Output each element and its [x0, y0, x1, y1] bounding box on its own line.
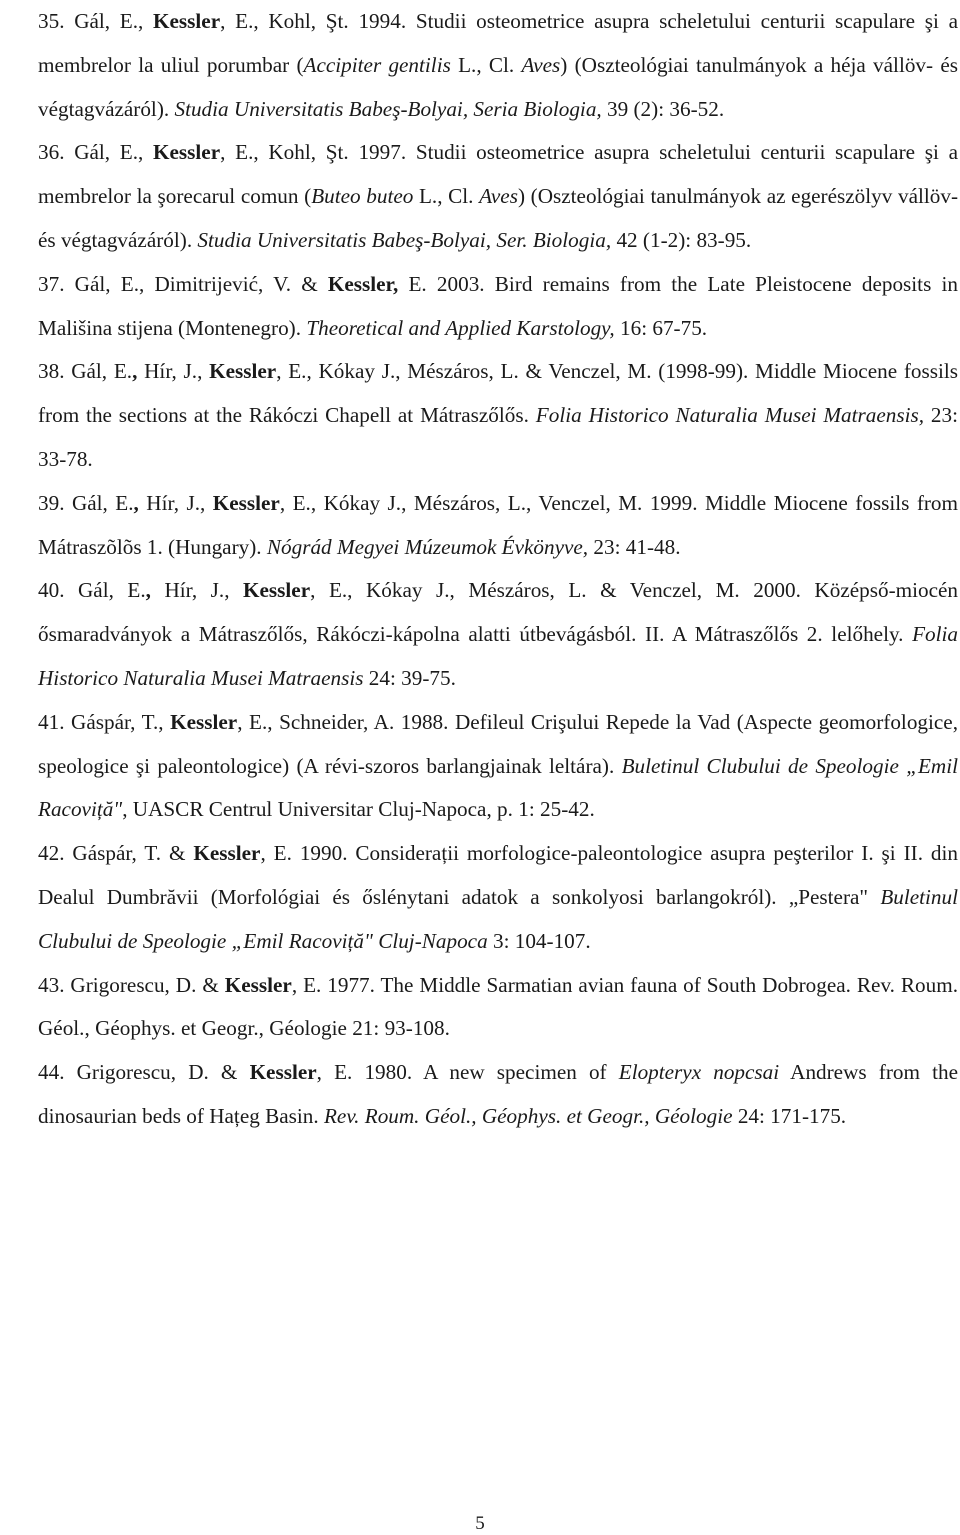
reference-text: 23: 41-48. [588, 534, 681, 559]
reference-text: 44. Grigorescu, D. & [38, 1060, 250, 1085]
reference-entry [38, 964, 958, 1052]
reference-entry [38, 350, 958, 481]
author-emphasis: Kessler [153, 9, 221, 33]
italic-text: Accipiter gentilis [303, 52, 451, 77]
reference-entry [38, 832, 958, 963]
reference-text: 37. Gál, E., Dimitrijević, V. & [38, 271, 328, 296]
reference-text: 43. Grigorescu, D. & [38, 972, 225, 997]
reference-text: ) (Oszteológiai tanulmányok az egerészölyv vállöv- és végtagvázáról). [38, 184, 958, 252]
reference-text: 41. Gáspár, T., [38, 709, 171, 734]
italic-text: Folia Historico Naturalia Musei Matraensis [38, 622, 958, 690]
author-emphasis: Kessler [193, 841, 261, 866]
reference-text: 42 (1-2): 83-95. [611, 227, 752, 252]
author-emphasis: , [132, 359, 138, 384]
italic-text: Aves [479, 184, 518, 209]
italic-text: Buletinul Clubului de Speologie „Emil Racoviță" Cluj-Napoca [38, 884, 958, 953]
reference-entry [38, 1051, 958, 1139]
italic-text: Studia Universitatis Babeş-Bolyai, Seria Biologia, [174, 96, 602, 121]
page-number: 5 [475, 1513, 485, 1534]
italic-text: Buletinul Clubului de Speologie „Emil Racoviță" [38, 753, 958, 822]
reference-text: Hír, J., [138, 490, 213, 515]
reference-text: Andrews from the dinosaurian beds of Hațeg Basin. [38, 1060, 958, 1128]
reference-text: 16: 67-75. [614, 315, 708, 340]
reference-text: 42. Gáspár, T. & [38, 841, 194, 866]
reference-text: 40. Gál, E. [38, 578, 146, 603]
italic-text: Rev. Roum. Géol., Géophys. et Geogr., Géologie [323, 1103, 733, 1128]
author-emphasis: Kessler [243, 578, 311, 603]
reference-entry [38, 263, 958, 351]
author-emphasis: Kessler [249, 1060, 317, 1085]
reference-entry [38, 0, 958, 131]
reference-text: 24: 171-175. [732, 1103, 847, 1128]
reference-text: L., Cl. [413, 184, 480, 209]
reference-text: , E., Kókay J., Mészáros, L. & Venczel, M. (1998-99). Middle Miocene fossils from the sections at the Rákóczi Chapell at Mátraszőlős. [38, 359, 958, 428]
reference-list [38, 0, 958, 1139]
reference-text: L., Cl. [450, 52, 522, 77]
italic-text: Nógrád Megyei Múzeumok Évkönyve, [266, 534, 589, 559]
author-emphasis: Kessler [153, 140, 221, 165]
author-emphasis: Kessler [224, 972, 292, 997]
reference-text: 36. Gál, E., [38, 140, 154, 165]
reference-text: 35. Gál, E., [38, 9, 154, 33]
reference-text: , E., Schneider, A. 1988. Defileul Crişului Repede la Vad (Aspecte geomorfologice, speologice şi paleontologice) (A révi-szoros barlangjainak leltára). [38, 709, 958, 778]
reference-text: 38. Gál, E. [38, 359, 133, 384]
author-emphasis: , [133, 490, 139, 515]
italic-text: Folia Historico Naturalia Musei Matraensis, [535, 403, 925, 428]
author-emphasis: Kessler [170, 709, 238, 734]
reference-text: Hír, J., [137, 359, 210, 384]
reference-text: 39. Gál, E. [38, 490, 134, 515]
reference-text: ) (Oszteológiai tanulmányok a héja vállöv- és végtagvázáról). [38, 52, 958, 121]
reference-text: , E., Kohl, Şt. 1997. Studii osteometrice asupra scheletului centurii scapulare şi a membrelor la şorecarul comun ( [38, 140, 958, 209]
author-emphasis: , [145, 578, 151, 603]
reference-text: , E., Kohl, Şt. 1994. Studii osteometrice asupra scheletului centurii scapulare şi a membrelor la uliul porumbar ( [38, 9, 958, 77]
reference-text: Hír, J., [150, 578, 244, 603]
author-emphasis: Kessler [212, 490, 280, 515]
author-emphasis: Kessler, [327, 271, 399, 296]
reference-entry [38, 482, 958, 570]
italic-text: Elopteryx nopcsai [618, 1060, 780, 1085]
reference-text: , E. 1977. The Middle Sarmatian avian fauna of South Dobrogea. Rev. Roum. Géol., Géophys. et Geogr., Géologie 21: 93-108. [38, 972, 959, 1041]
reference-text: , E. 1980. A new specimen of [316, 1060, 619, 1085]
author-emphasis: Kessler [209, 359, 277, 384]
reference-text: , E. 1990. Considerații morfologice-paleontologice asupra peşterilor I. şi II. din Dealul Dumbrăvii (Morfológiai és őslénytani adatok a sonkolyosi barlangokról). „Pestera" [38, 841, 958, 909]
reference-text: , E., Kókay J., Mészáros, L. & Venczel, M. 2000. Középső-miocén ősmaradványok a Mátraszőlős, Rákóczi-kápolna alatti útbevágásból. II. A Mátraszőlős 2. lelőhely. [38, 578, 958, 647]
reference-text: 24: 39-75. [363, 665, 456, 690]
italic-text: Theoretical and Applied Karstology, [306, 315, 615, 340]
reference-text: 23: 33-78. [38, 403, 959, 471]
italic-text: Aves [521, 52, 561, 77]
reference-entry [38, 701, 958, 832]
reference-text: 39 (2): 36-52. [601, 96, 725, 121]
reference-text: E. 2003. Bird remains from the Late Pleistocene deposits in Mališina stijena (Montenegro). [38, 271, 958, 340]
reference-text: 3: 104-107. [487, 928, 591, 953]
reference-text: , E., Kókay J., Mészáros, L., Venczel, M. 1999. Middle Miocene fossils from Mátraszõlõs 1. (Hungary). [38, 490, 959, 559]
italic-text: Studia Universitatis Babeş-Bolyai, Ser. Biologia, [197, 227, 612, 252]
reference-entry [38, 131, 958, 262]
reference-text: , UASCR Centrul Universitar Cluj-Napoca, p. 1: 25-42. [122, 797, 595, 822]
reference-entry [38, 569, 958, 700]
italic-text: Buteo buteo [311, 184, 414, 209]
